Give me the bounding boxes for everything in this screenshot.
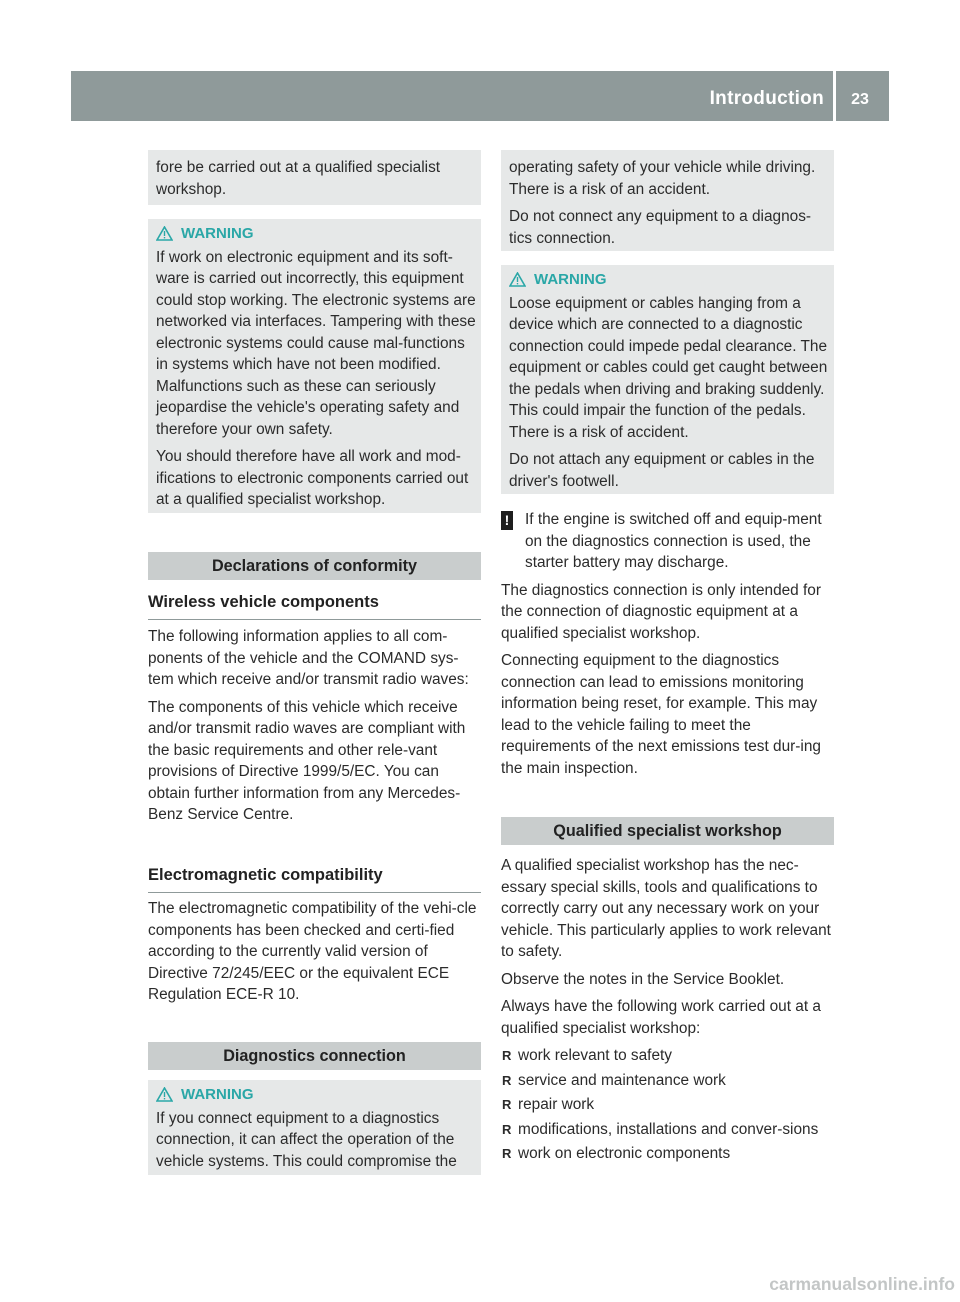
body-paragraph: The diagnostics connection is only intended for the connection of diagnostic equipment at a qualified specialist workshop. bbox=[501, 581, 821, 642]
emc-text-block bbox=[148, 898, 481, 1012]
body-paragraph: Observe the notes in the Service Booklet. bbox=[501, 970, 785, 988]
warning-paragraph: operating safety of your vehicle while driving. There is a risk of an accident. bbox=[509, 159, 816, 198]
exclamation-icon: ! bbox=[501, 511, 513, 530]
warning-triangle-icon bbox=[156, 226, 173, 241]
warning-heading bbox=[509, 269, 830, 291]
body-paragraph: Always have the following work carried out at a qualified specialist workshop: bbox=[501, 998, 821, 1037]
section-heading-diagnostics: Diagnostics connection bbox=[148, 1042, 481, 1070]
warning-box-footwell bbox=[501, 265, 834, 494]
body-paragraph: A qualified specialist workshop has the nec-essary special skills, tools and qualifications to correctly carry out any necessary work on your vehicle. This particularly applies to work relevant to safety. bbox=[501, 857, 831, 960]
warning-heading bbox=[156, 223, 477, 245]
list-item: R service and maintenance work bbox=[501, 1070, 834, 1092]
subheading-emc: Electromagnetic compatibility bbox=[148, 864, 481, 893]
warning-paragraph: Loose equipment or cables hanging from a device which are connected to a diagnostic connection could impede pedal clearance. The equipment or cables could get caught between the pedals when driving and braking suddenly. This could impair the function of the pedals. There is a risk of accident. bbox=[509, 294, 828, 441]
work-list bbox=[501, 1045, 834, 1165]
page-number: 23 bbox=[851, 91, 869, 108]
qualified-text-block bbox=[501, 855, 834, 1168]
warning-label: WARNING bbox=[534, 271, 607, 288]
warning-label: WARNING bbox=[181, 1086, 254, 1103]
watermark: carmanualsonline.info bbox=[769, 1274, 955, 1294]
subheading-wireless: Wireless vehicle components bbox=[148, 591, 481, 620]
warning-box-electronics bbox=[148, 219, 481, 513]
section-heading-qualified: Qualified specialist workshop bbox=[501, 817, 834, 845]
warning-paragraph: Do not attach any equipment or cables in the driver's footwell. bbox=[509, 451, 815, 490]
body-paragraph: The components of this vehicle which receive and/or transmit radio waves are compliant with the basic requirements and other rele-vant provisions of Directive 1999/5/EC. You can obtain further information from any Mercedes-Benz Service Centre. bbox=[148, 698, 466, 823]
warning-paragraph: You should therefore have all work and mod-ifications to electronic components carried out at a qualified specialist workshop. bbox=[156, 448, 469, 508]
warning-triangle-icon bbox=[156, 1087, 173, 1102]
warning-box-diagnostics bbox=[148, 1080, 481, 1175]
list-item: R work on electronic components bbox=[501, 1143, 834, 1165]
body-paragraph: The following information applies to all com-ponents of the vehicle and the COMAND sys-tem which receive and/or transmit radio waves: bbox=[148, 628, 469, 688]
header-divider bbox=[833, 71, 836, 121]
warning-label: WARNING bbox=[181, 225, 254, 242]
continuation-text: fore be carried out at a qualified specialist workshop. bbox=[156, 159, 441, 198]
wireless-text-block bbox=[148, 626, 481, 832]
warning-heading bbox=[156, 1084, 477, 1106]
body-paragraph: Connecting equipment to the diagnostics connection can lead to emissions monitoring information being reset, for example. This may lead to the vehicle failing to meet the requirements of the next emissions test dur-ing the main inspection. bbox=[501, 652, 821, 777]
list-item: R repair work bbox=[501, 1094, 834, 1116]
note-battery bbox=[501, 509, 834, 574]
warning-paragraph: Do not connect any equipment to a diagnos-tics connection. bbox=[509, 208, 812, 247]
section-heading-declarations: Declarations of conformity bbox=[148, 552, 481, 580]
list-item: R work relevant to safety bbox=[501, 1045, 834, 1067]
continuation-box bbox=[148, 150, 481, 205]
warning-triangle-icon bbox=[509, 272, 526, 287]
page-title: Introduction bbox=[709, 88, 824, 109]
continuation-box bbox=[501, 150, 834, 251]
body-paragraph: The electromagnetic compatibility of the vehi-cle components has been checked and certi-fied according to the currently valid version of Directive 72/245/EEC or the equivalent ECE Regulation ECE-R 10. bbox=[148, 900, 477, 1003]
warning-paragraph: If you connect equipment to a diagnostics connection, it can affect the operation of the vehicle systems. This could compromise the bbox=[156, 1109, 457, 1170]
note-text: If the engine is switched off and equip-ment on the diagnostics connection is used, the starter battery may discharge. bbox=[525, 511, 822, 571]
warning-paragraph: If work on electronic equipment and its soft-ware is carried out incorrectly, this equipment could stop working. The electronic systems are networked via interfaces. Tampering with these electronic systems could cause mal-functions in systems which have not been modified. Malfunctions such as these can seriously jeopardise the vehicle's operating safety and therefore your own safety. bbox=[156, 248, 476, 438]
list-item: R modifications, installations and conver-sions bbox=[501, 1119, 834, 1141]
diagnostics-text-block bbox=[501, 509, 834, 785]
